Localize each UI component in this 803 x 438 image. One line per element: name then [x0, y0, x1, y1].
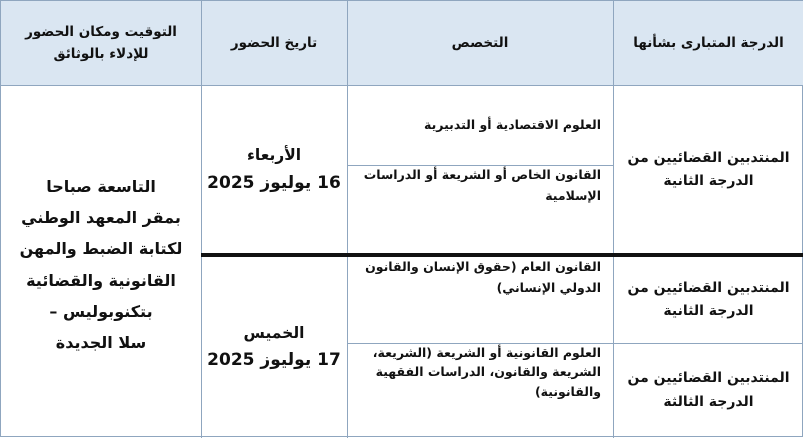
group2-day: الخميس: [243, 323, 305, 342]
group1-date: [201, 85, 347, 255]
grid-vline-1: [201, 1, 202, 438]
group1-day: الأربعاء: [246, 146, 302, 165]
group1-spec2-line1: القانون الخاص أو الشريعة أو الدراسات: [363, 167, 601, 182]
header-date-text: تاريخ الحضور: [230, 34, 318, 51]
group1-level-line1: المنتدبين القضائيين من: [627, 149, 790, 166]
header-degree: [613, 1, 803, 85]
group2-spec1-line1: القانون العام (حقوق الإنسان والقانون: [365, 259, 601, 274]
group2-level2: [613, 343, 803, 438]
group2-spec2-line1: العلوم القانونية أو الشريعة (الشريعة،: [372, 345, 601, 360]
grid-hline-header: [1, 85, 803, 86]
group2-spec2-line3: والقانونية): [534, 383, 601, 399]
header-specialty-text: التخصص: [451, 34, 509, 51]
header-date: [201, 1, 347, 85]
group1-date-value: 16 يوليوز 2025: [207, 172, 341, 193]
location-line6: سلا الجديدة: [55, 332, 147, 352]
group1-spec2: [347, 165, 613, 255]
header-degree-text: الدرجة المتبارى بشأنها: [633, 34, 784, 51]
header-location: [1, 1, 201, 85]
location-line4: القانونية والقضائية: [26, 270, 176, 290]
grid-hline-group1-spec: [347, 165, 613, 166]
group2-level1-line1: المنتدبين القضائيين من: [627, 279, 790, 296]
group2-level2-line2: الدرجة الثالثة: [663, 393, 754, 410]
group1-spec1-text: العلوم الاقتصادية أو التدبيرية: [424, 116, 601, 132]
group2-date-value: 17 يوليوز 2025: [207, 350, 341, 371]
header-location-line1: التوقيت ومكان الحضور: [25, 23, 177, 40]
group-separator: [201, 253, 803, 257]
group2-spec2-line2: الشريعة والقانون، الدراسات الفقهية: [375, 364, 601, 380]
header-location-line2: للإدلاء بالوثائق: [53, 46, 149, 62]
location-line1: التاسعة صباحا: [46, 176, 156, 196]
group1-level: [613, 85, 803, 255]
grid-hline-group2-row: [347, 343, 803, 344]
location-line3: لكتابة الضبط والمهن: [19, 239, 183, 259]
group1-spec1: [347, 85, 613, 165]
group2-level1: [613, 257, 803, 343]
header-specialty: [347, 1, 613, 85]
group2-spec1: [347, 257, 613, 343]
location-line5: بتكنوبوليس –: [49, 301, 153, 321]
location-line2: بمقر المعهد الوطني: [21, 208, 181, 228]
grid-vline-2: [347, 1, 348, 438]
grid-vline-3: [613, 1, 614, 438]
group2-spec1-line2: الدولي الإنساني): [496, 279, 601, 295]
group2-spec2: [347, 343, 613, 438]
group2-level2-line1: المنتدبين القضائيين من: [627, 370, 790, 387]
group1-spec2-line2: الإسلامية: [545, 187, 601, 203]
group2-date: [201, 257, 347, 438]
location-cell: [1, 85, 201, 438]
group2-level1-line2: الدرجة الثانية: [663, 303, 754, 319]
group1-level-line2: الدرجة الثانية: [663, 173, 754, 189]
